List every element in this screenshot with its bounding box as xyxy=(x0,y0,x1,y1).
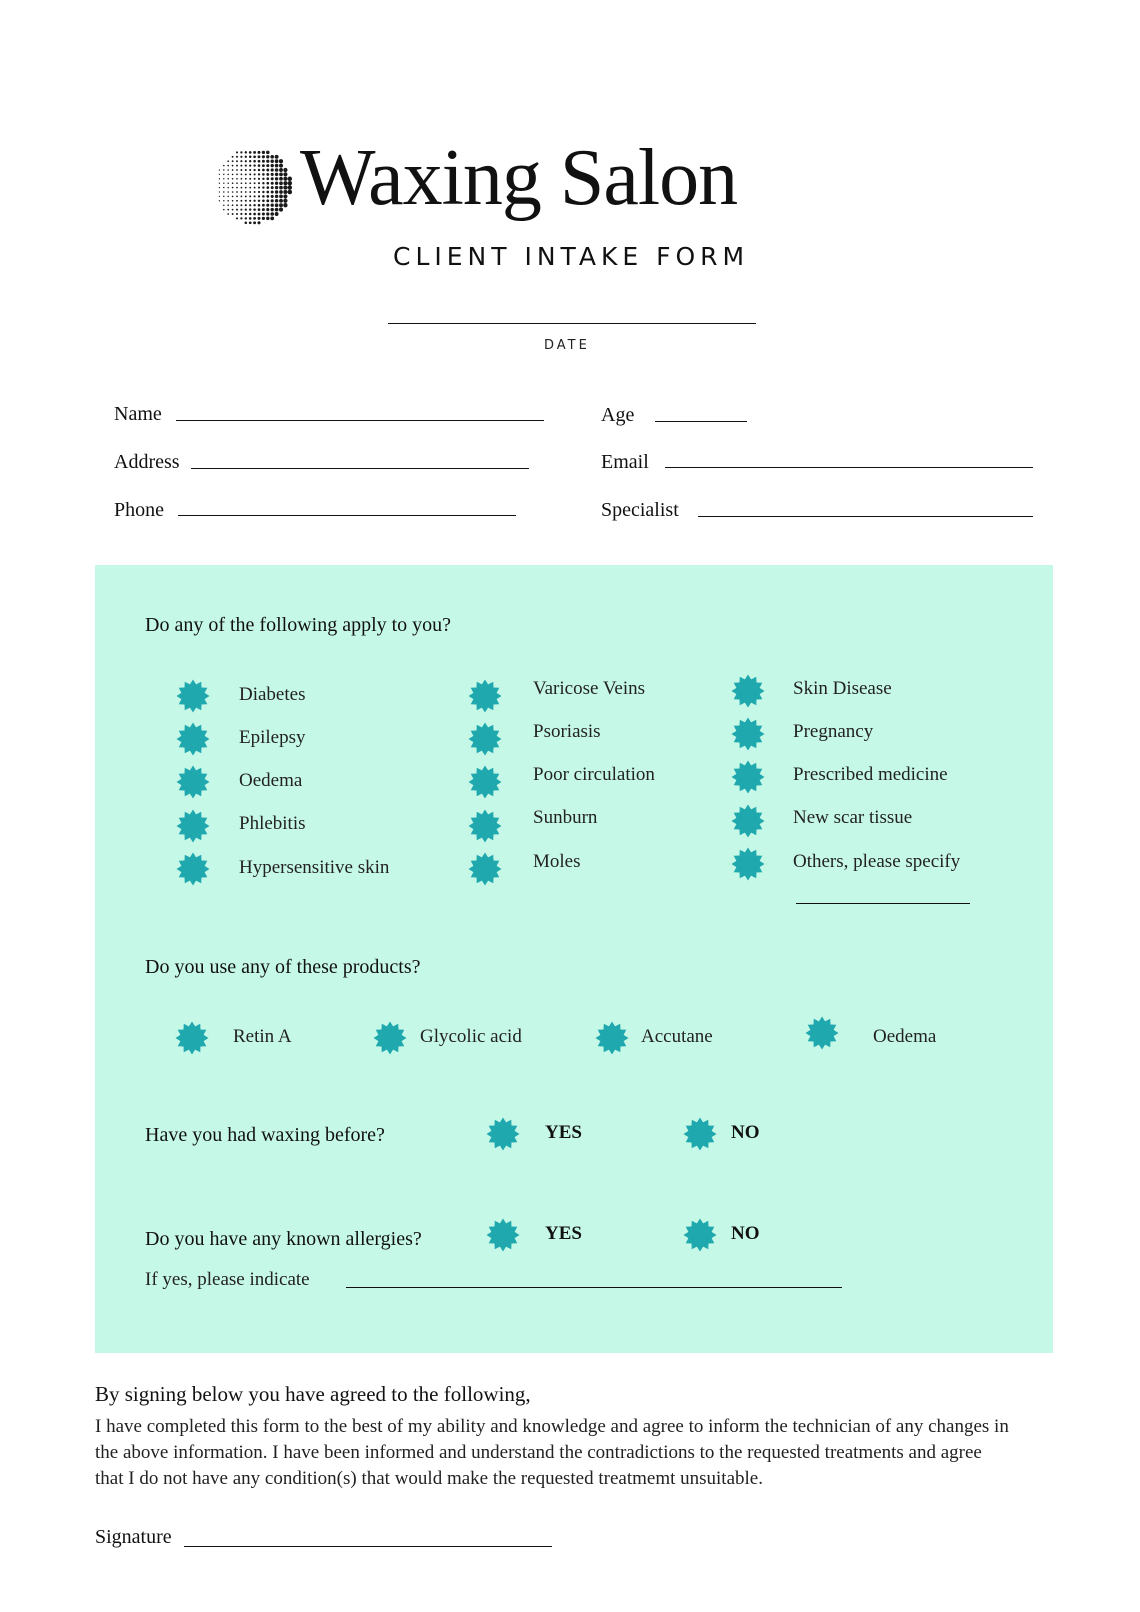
condition-hypersensitive-skin: Hypersensitive skin xyxy=(239,857,390,878)
condition-new-scar-tissue: New scar tissue xyxy=(793,807,913,828)
waxing-yes-radio-icon[interactable] xyxy=(486,1117,520,1151)
glycolic-acid-checkbox-icon[interactable] xyxy=(373,1021,407,1055)
others-specify-field[interactable] xyxy=(796,903,970,904)
allergies-no-label: NO xyxy=(731,1223,760,1244)
allergies-question: Do you have any known allergies? xyxy=(145,1228,422,1250)
name-label: Name xyxy=(114,403,162,425)
psoriasis-checkbox-icon[interactable] xyxy=(468,722,502,756)
hypersensitive-skin-checkbox-icon[interactable] xyxy=(176,852,210,886)
consent-heading: By signing below you have agreed to the following, xyxy=(95,1382,531,1406)
halftone-sphere-logo xyxy=(213,146,293,226)
prescribed-medicine-checkbox-icon[interactable] xyxy=(731,760,765,794)
email-label: Email xyxy=(601,451,649,473)
conditions-question: Do any of the following apply to you? xyxy=(145,614,452,636)
condition-phlebitis: Phlebitis xyxy=(239,813,306,834)
address-label: Address xyxy=(114,451,180,473)
varicose-veins-checkbox-icon[interactable] xyxy=(468,679,502,713)
poor-circulation-checkbox-icon[interactable] xyxy=(468,765,502,799)
page-subtitle: CLIENT INTAKE FORM xyxy=(393,242,750,271)
diabetes-checkbox-icon[interactable] xyxy=(176,679,210,713)
products-question: Do you use any of these products? xyxy=(145,956,421,978)
oedema-checkbox-icon[interactable] xyxy=(176,765,210,799)
product-oedema: Oedema xyxy=(873,1026,937,1047)
phlebitis-checkbox-icon[interactable] xyxy=(176,809,210,843)
accutane-checkbox-icon[interactable] xyxy=(595,1021,629,1055)
others-checkbox-icon[interactable] xyxy=(731,847,765,881)
product-retin-a: Retin A xyxy=(233,1026,292,1047)
condition-psoriasis: Psoriasis xyxy=(533,721,601,742)
condition-others: Others, please specify xyxy=(793,851,961,872)
email-field[interactable] xyxy=(665,467,1033,468)
condition-pregnancy: Pregnancy xyxy=(793,721,874,742)
allergies-no-radio-icon[interactable] xyxy=(683,1218,717,1252)
condition-diabetes: Diabetes xyxy=(239,684,306,705)
condition-poor-circulation: Poor circulation xyxy=(533,764,655,785)
phone-label: Phone xyxy=(114,499,164,521)
pregnancy-checkbox-icon[interactable] xyxy=(731,717,765,751)
condition-skin-disease: Skin Disease xyxy=(793,678,892,699)
allergies-yes-radio-icon[interactable] xyxy=(486,1218,520,1252)
specialist-label: Specialist xyxy=(601,499,679,521)
product-glycolic-acid: Glycolic acid xyxy=(420,1026,522,1047)
epilepsy-checkbox-icon[interactable] xyxy=(176,722,210,756)
skin-disease-checkbox-icon[interactable] xyxy=(731,674,765,708)
product-accutane: Accutane xyxy=(641,1026,713,1047)
oedema-product-checkbox-icon[interactable] xyxy=(805,1016,839,1050)
phone-field[interactable] xyxy=(178,515,516,516)
condition-oedema: Oedema xyxy=(239,770,303,791)
date-input-line[interactable] xyxy=(388,323,756,324)
age-label: Age xyxy=(601,404,635,426)
new-scar-tissue-checkbox-icon[interactable] xyxy=(731,804,765,838)
condition-prescribed-medicine: Prescribed medicine xyxy=(793,764,948,785)
condition-epilepsy: Epilepsy xyxy=(239,727,306,748)
allergies-indicate-field[interactable] xyxy=(346,1287,842,1288)
allergies-yes-label: YES xyxy=(545,1223,582,1244)
signature-label: Signature xyxy=(95,1526,172,1548)
waxing-yes-label: YES xyxy=(545,1122,582,1143)
specialist-field[interactable] xyxy=(698,516,1033,517)
page-title: Waxing Salon xyxy=(300,134,738,222)
condition-varicose-veins: Varicose Veins xyxy=(533,678,646,699)
signature-field[interactable] xyxy=(184,1546,552,1547)
waxing-no-label: NO xyxy=(731,1122,760,1143)
retin-a-checkbox-icon[interactable] xyxy=(175,1021,209,1055)
age-field[interactable] xyxy=(655,421,747,422)
allergies-indicate-label: If yes, please indicate xyxy=(145,1269,310,1290)
condition-moles: Moles xyxy=(533,851,581,872)
address-field[interactable] xyxy=(191,468,529,469)
consent-text: I have completed this form to the best of my ability and knowledge and agree to inform the technician of any changes in the above information. I have been informed and understand the contradictions to the requested treatments and agree that I do not have any condition(s) that would make the requested treatmemt unsuitable. xyxy=(95,1416,1009,1489)
sunburn-checkbox-icon[interactable] xyxy=(468,809,502,843)
waxing-question: Have you had waxing before? xyxy=(145,1124,385,1146)
moles-checkbox-icon[interactable] xyxy=(468,852,502,886)
condition-sunburn: Sunburn xyxy=(533,807,598,828)
waxing-no-radio-icon[interactable] xyxy=(683,1117,717,1151)
date-label: DATE xyxy=(544,338,590,353)
name-field[interactable] xyxy=(176,420,544,421)
